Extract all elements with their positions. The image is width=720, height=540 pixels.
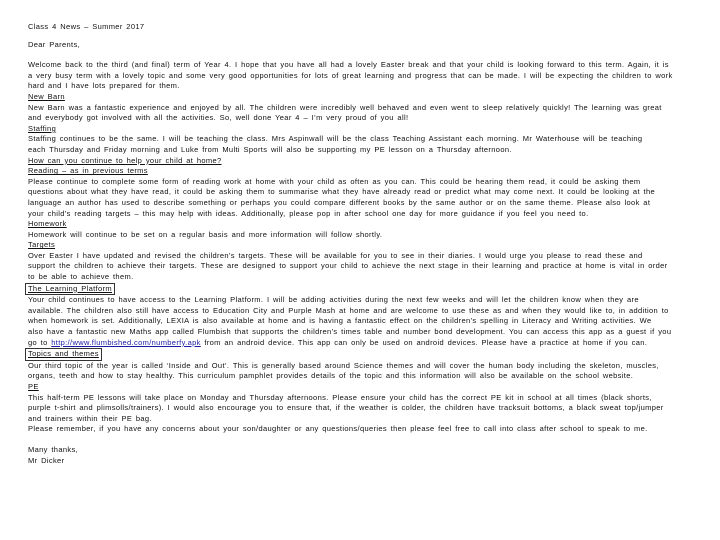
body-line: and trainers within their PE bag. — [28, 413, 152, 423]
section-heading: Homework — [28, 219, 67, 229]
body-line: each Thursday and Friday morning and Luke from Multi Sports will also be supporting my PE lesson on a Thursday afternoon. — [28, 144, 512, 154]
section-heading: PE — [28, 382, 39, 391]
body-line: support the children to achieve their targets. These are designed to support your child to achieve the next stage in their learning and practice at home is vital in order — [28, 261, 668, 271]
body-line: Homework will continue to be set on a regular basis and more information will follow shortly. — [28, 229, 383, 239]
link-trail-text: from an android device. This app can only be used on android devices. Please have a practice at home if you can. — [200, 337, 648, 347]
intro-line: hard and I have lots prepared for them. — [28, 81, 180, 91]
section-topics — [28, 348, 690, 382]
section-heading: Topics and themes — [25, 348, 102, 361]
newsletter-title: Class 4 News – Summer 2017 — [28, 22, 145, 31]
signoff: Many thanks, — [28, 444, 79, 454]
body-line: Your child continues to have access to the Learning Platform. I will be adding activities during the next few weeks and will let the children know when they are — [28, 295, 639, 305]
section-heading: How can you continue to help your child at home? — [28, 155, 222, 165]
body-line-with-link — [28, 338, 690, 349]
section-pe — [28, 382, 690, 424]
section-learning-platform — [28, 283, 690, 349]
intro-line: Welcome back to the third (and final) term of Year 4. I hope that you have all had a lovely Easter break and that your child is looking forward to this term. Again, it is — [28, 60, 669, 70]
intro-line: a very busy term with a lovely topic and some very good opportunities for lots of great learning and progress that can be made. I will be expecting the children to work — [28, 70, 673, 80]
body-line: New Barn was a fantastic experience and enjoyed by all. The children were incredibly well behaved and even went to sleep relatively quickly! The learning was great — [28, 102, 662, 112]
body-line: purple t-shirt and plimsolls/trainers). I would also encourage you to ensure that, if the weather is colder, the children have tracksuit bottoms, a black sweat top/jumper — [28, 403, 664, 413]
section-heading: New Barn — [28, 91, 65, 101]
body-line: also have a fantastic new Maths app called Flumbish that supports the children’s times table and number bond development. You can access this app as a guest if you — [28, 327, 672, 337]
body-line: and everybody got involved with all the activities. So, well done Year 4 – I’m very proud of you all! — [28, 113, 409, 123]
flumbish-app-link[interactable]: http://www.flumbished.com/numberfy.apk — [51, 337, 201, 347]
section-reading — [28, 166, 690, 219]
link-lead-text: go to — [28, 337, 52, 347]
signature: Mr Dicker — [28, 455, 65, 465]
body-line: your child’s reading targets – this may help with ideas. Additionally, please pop in after school one day for more guidance if you feel you need to. — [28, 208, 589, 218]
body-line: available. The children also still have access to Education City and Purple Mash at home and are welcome to use these as and when they would like to, in addition to — [28, 305, 669, 315]
body-line: organs, teeth and how to stay healthy. This curriculum pamphlet provides details of the topic and this information will also be available on the school website. — [28, 371, 634, 381]
intro-paragraph — [28, 60, 690, 92]
section-staffing — [28, 124, 690, 156]
newsletter — [28, 22, 690, 466]
section-new-barn — [28, 92, 690, 124]
body-line: This half-term PE lessons will take place on Monday and Thursday afternoons. Please ensure your child has the correct PE kit in school at all times (black shorts, — [28, 392, 652, 402]
section-heading: The Learning Platform — [25, 283, 115, 296]
body-line: questions about what they have read, it could be asking them to summarise what they have already read or predict what may come next. It could be looking at the — [28, 187, 655, 197]
body-line: language an author has used to describe something or perhaps you could compare different books by the same author or on the same theme. Please also look at — [28, 197, 651, 207]
section-targets — [28, 240, 690, 282]
section-homework — [28, 219, 690, 240]
section-help-at-home — [28, 156, 690, 167]
body-line: Our third topic of the year is called ‘Inside and Out’. This is generally based around Science themes and will cover the human body including the skeleton, muscles, — [28, 360, 659, 370]
closing-note: Please remember, if you have any concerns about your son/daughter or any questions/queries then please feel free to call into class after school to speak to me. — [28, 424, 648, 434]
section-heading: Reading – as in previous terms — [28, 166, 148, 176]
greeting: Dear Parents, — [28, 39, 81, 49]
body-line: when homework is set. Additionally, LEXIA is also available at home and is having a fantastic effect on the children’s spelling in Literacy and Writing activities. We — [28, 316, 652, 326]
section-heading: Targets — [28, 240, 56, 250]
section-heading: Staffing — [28, 123, 57, 133]
body-line: Staffing continues to be the same. I will be teaching the class. Mrs Aspinwall will be the class Teaching Assistant each morning. Mr Waterhouse will be teaching — [28, 134, 643, 144]
body-line: to be able to achieve them. — [28, 272, 134, 282]
body-line: Please continue to complete some form of reading work at home with your child as often as you can. This could be hearing them read, it could be asking them — [28, 176, 641, 186]
body-line: Over Easter I have updated and revised the children’s targets. These will be available for you to see in their diaries. I would urge you please to read these and — [28, 250, 643, 260]
